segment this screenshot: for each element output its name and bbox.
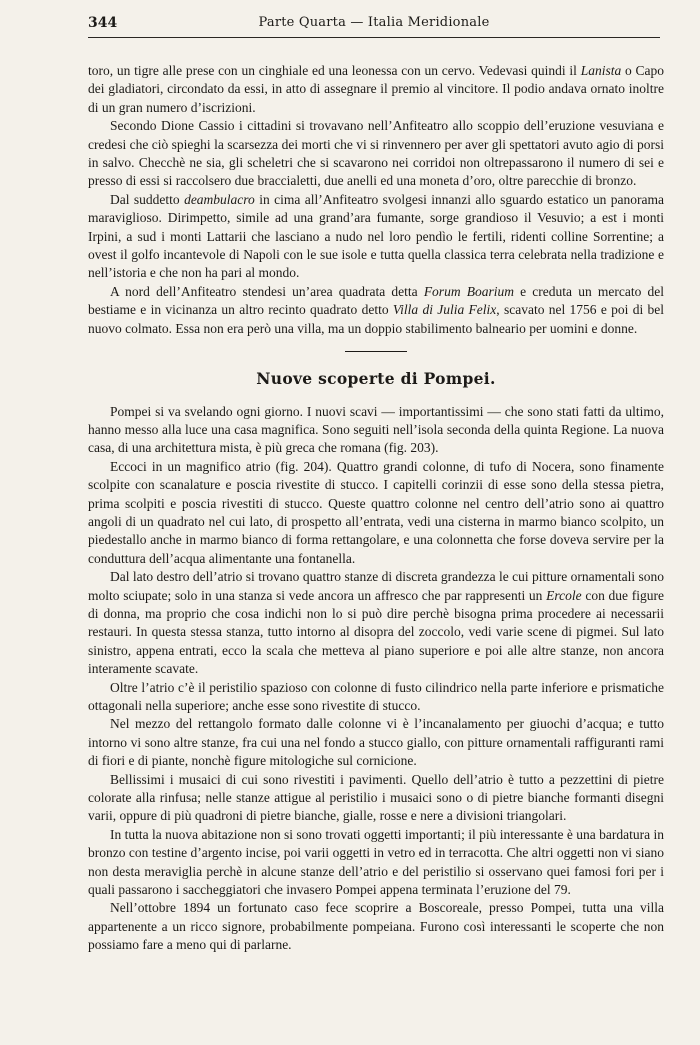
italic-term: Villa di Julia Felix [392,302,497,318]
section-nuove-scoperte [88,403,664,955]
italic-term: Forum Boarium [423,283,514,299]
paragraph [88,62,664,117]
section-separator [345,351,407,352]
section-anfiteatro [88,62,664,338]
running-title: Parte Quarta — Italia Meridionale [258,15,490,30]
text-run: Dal suddetto [110,191,185,207]
paragraph [88,458,664,568]
text-run: Secondo Dione Cassio i cittadini si trovavano nell’Anfiteatro allo scoppio dell’eruzione vesuviana e credesi che ciò spieghi la scarsezza dei morti che vi si rinvennero per aver gli spettatori avuto agio di porsi in salvo. Checchè ne sia, gli scheletri che si scavarono nei corridoi non oltrepassarono il numero di sei e presso di essi si raccolsero due braccialetti, due anelli ed una moneta d’oro, oltre parecchie di bronzo. [88,118,664,189]
paragraph [88,771,664,826]
text-run: Pompei si va svelando ogni giorno. I nuovi scavi — importantissimi — che sono stati fatti da ultimo, hanno messo alla luce una casa magnifica. Sono seguiti nell’isola seconda della quinta Regione. La nuova casa, di una architettura mista, è più greca che romana (fig. 203). [88,403,664,456]
text-run: Nell’ottobre 1894 un fortunato caso fece scoprire a Boscoreale, presso Pompei, tutta una villa appartenente a un ricco signore, probabilmente pompeiana. Furono così interessanti le scoperte che non possiamo fare a meno qui di parlarne. [88,900,664,953]
text-run: in cima all’Anfiteatro svolgesi innanzi allo sguardo estatico un panorama maraviglioso. Dirimpetto, simile ad una grand’ara fumante, sorge grandioso il Vesuvio; a est i monti Irpini, a sud i monti Lattarii che lasciano a nudo nel loro pendìo le fertili, ridenti colline Sorrentine; a ovest il golfo incantevole di Napoli con le sue isole e tutta quella classica terra celebrata nella tradizione e nell’istoria e che non ha pari al mondo. [88,191,664,281]
section-title: Nuove scoperte di Pompei. [256,369,496,389]
text-run: Dal lato destro dell’atrio si trovano quattro stanze di discreta grandezza le cui pitture ornamentali sono molto sciupate; solo in una stanza si vede ancora un affresco che par rappresenti un [88,569,664,603]
paragraph [88,826,664,900]
page-body [88,62,664,955]
text-run: e creduta un mercato del bestiame e in vicinanza un altro recinto quadrato detto [88,283,664,318]
text-run: In tutta la nuova abitazione non si sono trovati oggetti importanti; il più interessante è una bardatura in bronzo con testine d’argento incise, poi varii oggetti in vetro ed in terracotta. Che altri oggetti non vi siano non desta meraviglia perchè in alcune stanze dell’atrio e del peristilio si osservano quei famosi fori per i quali passarono i saccheggiatori che invasero Pompei appena terminata l’eruzione del 79. [88,826,664,898]
text-run: Nel mezzo del rettangolo formato dalle colonne vi è l’incanalamento per giuochi d’acqua; e tutto intorno vi sono altre stanze, fra cui una nel fondo a stucco giallo, con pitture ornamentali raffiguranti rami di fiori e di piante, nonchè figure mitologiche sul cornicione. [88,716,664,769]
paragraph [88,283,664,338]
paragraph [88,715,664,770]
text-run: o Capo dei gladiatori, circondato da essi, in atto di assegnare il premio al vincitore. Il podio andava ornato inoltre di un gran numero d’iscrizioni. [88,63,665,115]
paragraph [88,403,664,458]
text-run: Bellissimi i musaici di cui sono rivestiti i pavimenti. Quello dell’atrio è tutto a pezzettini di pietre colorate alla rinfusa; nelle stanze attigue al peristilio i musaici sono o di pietre bianche formanti disegni varii, oppure di più quadroni di pietre bianche, gialle, rosse e nere a divisioni triangolari. [88,771,664,824]
text-run: A nord dell’Anfiteatro stendesi un’area quadrata detta [110,283,424,299]
italic-term: Lanista [580,63,622,78]
italic-term: deambulacro [184,191,255,207]
paragraph [88,117,664,191]
text-run: Oltre l’atrio c’è il peristilio spazioso con colonne di fusto cilindrico nella parte inferiore e prismatiche ottagonali nella superiore; anche esse sono rivestite di stucco. [88,679,664,713]
paragraph [88,679,664,716]
text-run: con due figure di donna, ma proprio che cosa indichi non lo si può dire perchè bisogna prima procedere ai necessarii restauri. In questa stessa stanza, tutto intorno al disopra del zoccolo, vedi varie scene di pigmei. Sul lato sinistro, appena entrati, ecco la scala che metteva al piano superiore e poi alle altre stanze, non ancora interamente scavate. [88,587,665,677]
paragraph [88,899,664,954]
paragraph [88,191,664,283]
text-run: Eccoci in un magnifico atrio (fig. 204). Quattro grandi colonne, di tufo di Nocera, sono finamente scolpite con scanalature e poscia rivestite di stucco. I capitelli corinzii di esse sono della stessa pietra, prima scolpiti e poscia rivestiti di stucco. Queste quattro colonne nel centro dell’atrio sono ai quattro angoli di un quadrato nel cui lato, di prospetto all’entrata, vedi una cisterna in marmo bianco scolpito, un piedestallo anche in marmo bianco di forma rettangolare, e una colonnetta che forse doveva servire per la conduttura dell’acqua alimentante una fontanella. [88,458,664,566]
paragraph [88,568,664,678]
italic-term: Ercole [546,587,582,603]
header-rule [88,37,660,38]
text-run: , scavato nel 1756 e poi di bel nuovo colmato. Essa non era però una villa, ma un doppio stabilimento balneario per uomini e donne. [88,302,664,336]
text-run: toro, un tigre alle prese con un cinghiale ed una leonessa con un cervo. Vedevasi quindi il [88,63,581,78]
page-number: 344 [88,15,118,31]
page-header [88,10,660,36]
